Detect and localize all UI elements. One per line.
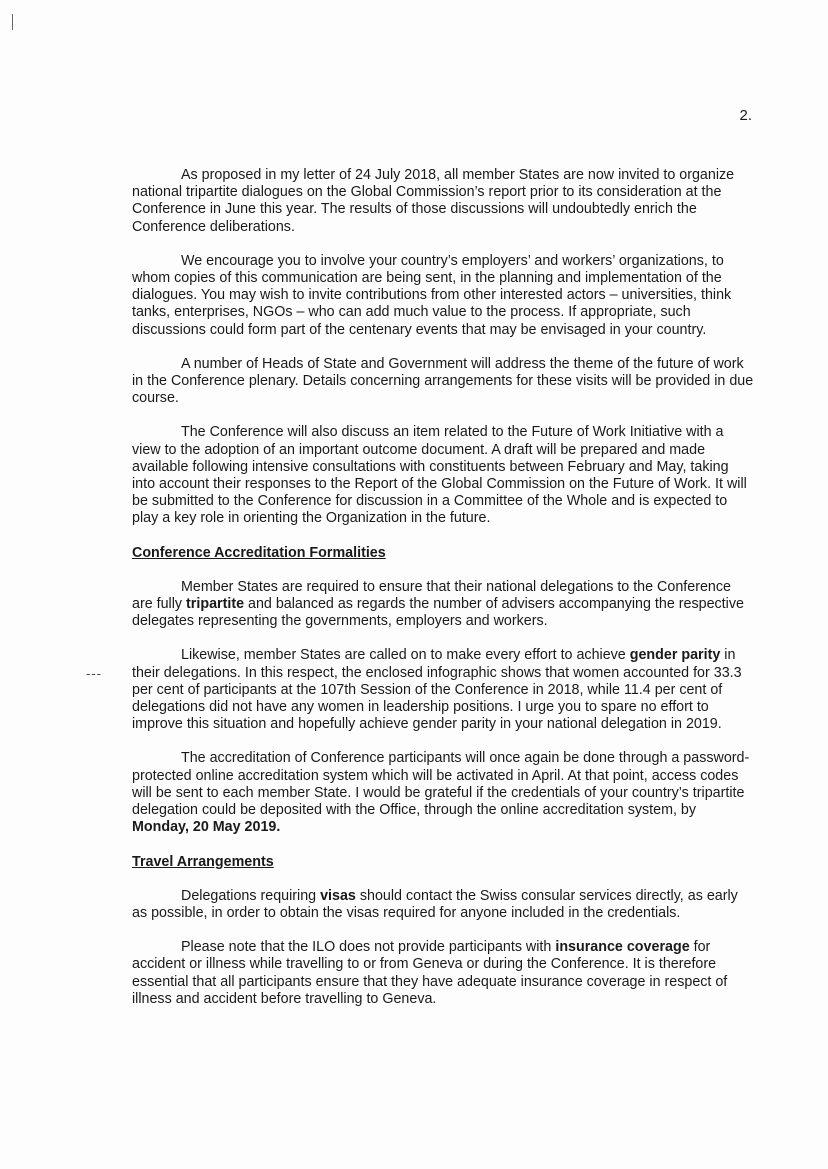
text-segment: Please note that the ILO does not provide participants with — [181, 939, 556, 956]
text-segment: in their delegations. In this respect, the enclosed infographic shows that women accounted for 33.3 per cent of participants at the 107th Session of the Conference in 2018, while 11.4 per cent of delegations did not have any women in leadership positions. I urge you to spare no effort to improve this situation and hopefully achieve gender parity in your national delegation in 2019. — [132, 647, 742, 733]
paragraph-outcome-document: The Conference will also discuss an item related to the Future of Work Initiative with a view to the adoption of an important outcome document. A draft will be prepared and made available following intensive consultations with constituents between February and May, taking into account their responses to the Report of the Global Commission on the Future of Work. It will be submitted to the Conference for discussion in a Committee of the Whole and is expected to play a key role in orienting the Organization in the future. — [132, 424, 747, 527]
margin-mark: --- — [86, 666, 102, 681]
paragraph-tripartite — [132, 579, 754, 631]
bold-insurance-coverage: insurance coverage — [555, 939, 690, 956]
paragraph-national-dialogues: As proposed in my letter of 24 July 2018, all member States are now invited to organize national tripartite dialogues on the Global Commission’s report prior to its consideration at the Conference in June this year. The results of those discussions will undoubtedly enrich the Conference deliberations. — [132, 167, 735, 235]
text-segment: for accident or illness while travelling to or from Geneva or during the Conference. It is therefore essential that all participants ensure that they have adequate insurance coverage in respect of illness and accident before travelling to Geneva. — [132, 939, 728, 1007]
bold-tripartite: tripartite — [186, 596, 245, 613]
bold-gender-parity: gender parity — [629, 647, 721, 664]
scan-corner-mark — [12, 14, 13, 30]
bold-deadline-date: Monday, 20 May 2019. — [132, 819, 281, 836]
paragraph-online-accreditation — [132, 750, 754, 836]
text-segment: should contact the Swiss consular services directly, as early as possible, in order to obtain the visas required for anyone included in the credentials. — [132, 887, 738, 921]
text-segment: Likewise, member States are called on to make every effort to achieve — [181, 647, 630, 664]
text-segment: Member States are required to ensure that their national delegations to the Conference are fully — [132, 578, 731, 613]
heading-travel: Travel Arrangements — [132, 853, 274, 870]
blank-bottom-margin — [0, 1069, 828, 1169]
paragraph-employers-workers: We encourage you to involve your country’s employers’ and workers’ organizations, to whom copies of this communication are being sent, in the planning and implementation of the dialogues. You may wish to invite contributions from other interested actors – universities, think tanks, enterprises, NGOs – who can add much value to the process. If appropriate, such discussions could form part of the centenary events that may be envisaged in your country. — [132, 252, 732, 338]
text-segment: and balanced as regards the number of advisers accompanying the respective delegates representing the governments, employers and workers. — [132, 596, 744, 630]
bold-visas: visas — [320, 887, 356, 904]
page-number: 2. — [739, 107, 752, 124]
paragraph-visas — [132, 888, 754, 922]
paragraph-heads-of-state: A number of Heads of State and Government will address the theme of the future of work in the Conference plenary. Details concerning arrangements for these visits will be provided in due course. — [132, 355, 754, 407]
paragraph-gender-parity — [132, 647, 754, 733]
heading-accreditation: Conference Accreditation Formalities — [132, 544, 386, 561]
paragraph-insurance — [132, 939, 754, 1008]
text-segment: Delegations requiring — [181, 887, 321, 904]
text-segment: The accreditation of Conference participants will once again be done through a password-protected online accreditation system which will be activated in April. At that point, access codes will be sent to each member State. I would be grateful if the credentials of your country’s tripartite delegation could be deposited with the Office, through the online accreditation system, by — [132, 750, 750, 819]
letter-body — [132, 167, 754, 1025]
